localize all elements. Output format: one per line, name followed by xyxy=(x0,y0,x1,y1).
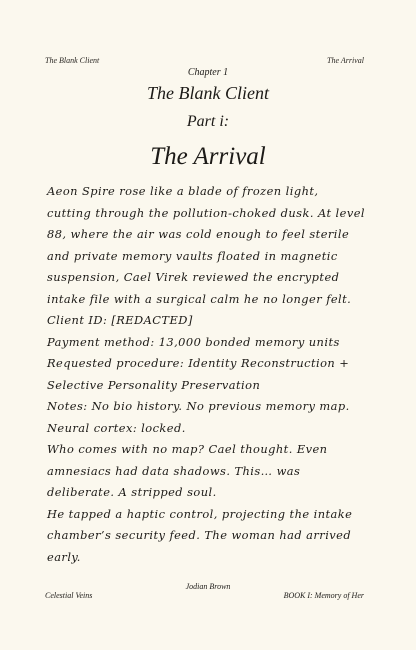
body-line: Selective Personality Preservation xyxy=(47,377,261,392)
body-line: Aeon Spire rose like a blade of frozen light, xyxy=(47,184,319,198)
footer-author: Jodian Brown xyxy=(185,582,231,591)
body-line: Notes: No bio history. No previous memory map. xyxy=(47,399,350,413)
part-title: The Arrival xyxy=(150,143,266,170)
chapter-title: The Blank Client xyxy=(147,83,269,103)
body-line: Client ID: [REDACTED] xyxy=(47,313,193,327)
chapter-label: Chapter 1 xyxy=(187,67,229,78)
running-header-chapter-title: The Blank Client xyxy=(45,56,100,65)
body-line: Requested procedure: Identity Reconstruction + xyxy=(47,356,350,370)
body-line: suspension, Cael Virek reviewed the encrypted xyxy=(47,270,340,284)
body-text xyxy=(47,181,375,568)
footer-series-title: Celestial Veins xyxy=(45,591,93,600)
body-line: cutting through the pollution-choked dusk. At level xyxy=(47,205,365,220)
body-line: 88, where the air was cold enough to feel sterile xyxy=(47,227,350,241)
part-label: Part i: xyxy=(186,113,230,130)
body-line: Payment method: 13,000 bonded memory units xyxy=(47,334,340,349)
body-line: Who comes with no map? Cael thought. Even xyxy=(47,442,328,456)
running-header-part-title: The Arrival xyxy=(327,56,364,65)
body-line: deliberate. A stripped soul. xyxy=(47,485,217,499)
body-line: chamber’s security feed. The woman had arrived xyxy=(47,528,352,542)
body-line: Neural cortex: locked. xyxy=(47,420,186,435)
body-line: and private memory vaults floated in magnetic xyxy=(47,248,338,263)
body-line: He tapped a haptic control, projecting the intake xyxy=(47,506,353,521)
body-line: early. xyxy=(47,549,81,564)
body-line: amnesiacs had data shadows. This… was xyxy=(47,463,301,478)
footer-book-title: BOOK I: Memory of Her xyxy=(283,591,364,600)
body-line: intake file with a surgical calm he no longer felt. xyxy=(47,291,352,306)
